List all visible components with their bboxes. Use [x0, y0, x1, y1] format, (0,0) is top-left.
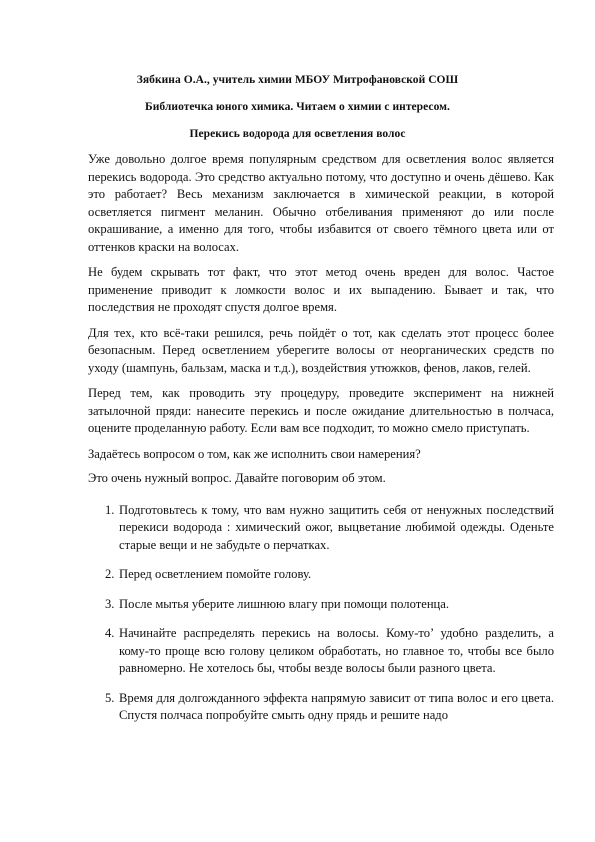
list-item-text: Время для долгожданного эффекта напрямую зависит от типа волос и его цвета. Спустя полчаса попробуйте смыть одну прядь и решите надо — [119, 690, 554, 722]
list-item — [88, 690, 554, 725]
paragraph-harm: Не будем скрывать тот факт, что этот метод очень вреден для волос. Частое применение приводит к ломкости волос и их выпадению. Бывает и так, что последствия не проходят спустя долгое время. — [88, 265, 554, 314]
series-line: Библиотечка юного химика. Читаем о химии с интересом. — [145, 101, 450, 113]
list-item-number: 1. — [105, 502, 115, 517]
list-item — [88, 625, 554, 678]
list-item-text: Подготовьтесь к тому, что вам нужно защитить себя от ненужных последствий перекиси водорода : химический ожог, выцветание любимой одежды. Оденьте старые вещи и не забудьте о перчатках. — [119, 502, 554, 552]
list-item-text: Перед осветлением помойте голову. — [119, 567, 312, 581]
list-item-number: 5. — [105, 690, 115, 705]
list-item-text: После мытья уберите лишнюю влагу при помощи полотенца. — [119, 596, 450, 611]
author-line: Зябкина О.А., учитель химии МБОУ Митрофановской СОШ — [136, 74, 459, 86]
paragraph-test: Перед тем, как проводить эту процедуру, проведите эксперимент на нижней затылочной пряди: нанесите перекись и после ожидание длительностью в полчаса, оцените проделанную работу. Если вам все подходит, то можно смело приступать. — [88, 386, 554, 435]
steps-list — [88, 502, 554, 725]
document-title: Перекись водорода для осветления волос — [189, 128, 406, 140]
list-item-text: Начинайте распределять перекись на волосы. Кому-то’ удобно разделить, а кому-то проще всю голову целиком обработать, но главное то, чтобы все было равномерно. Не хотелось бы, чтобы везде волосы были разного цвета. — [119, 626, 554, 675]
paragraph-question: Задаётесь вопросом о том, как же исполнить свои намерения? — [88, 446, 421, 461]
list-item — [88, 566, 554, 584]
list-item-number: 2. — [105, 567, 115, 581]
article-body — [88, 151, 554, 737]
list-item-number: 3. — [105, 596, 115, 611]
paragraph-safety: Для тех, кто всё-таки решился, речь пойдёт о тот, как сделать этот процесс более безопасным. Перед осветлением уберегите волосы от неорганических средств по уходу (шампунь, бальзам, маска и т.д.), воздействия утюжков, фенов, лаков, гелей. — [88, 325, 554, 375]
list-item — [88, 596, 554, 614]
list-item — [88, 502, 554, 555]
paragraph-intro: Уже довольно долгое время популярным средством для осветления волос является перекись водорода. Это средство актуально потому, что доступно и очень дёшево. Как это работает? Весь механизм заключается в химической реакции, в которой осветляется пигмент меланин. Обычно отбеливания применяют до или после окрашивание, а именно для того, чтобы избавится от своего тёмного цвета или от оттенков краски на волосах. — [88, 152, 554, 254]
list-item-number: 4. — [105, 626, 115, 640]
paragraph-answer: Это очень нужный вопрос. Давайте поговорим об этом. — [88, 471, 386, 485]
